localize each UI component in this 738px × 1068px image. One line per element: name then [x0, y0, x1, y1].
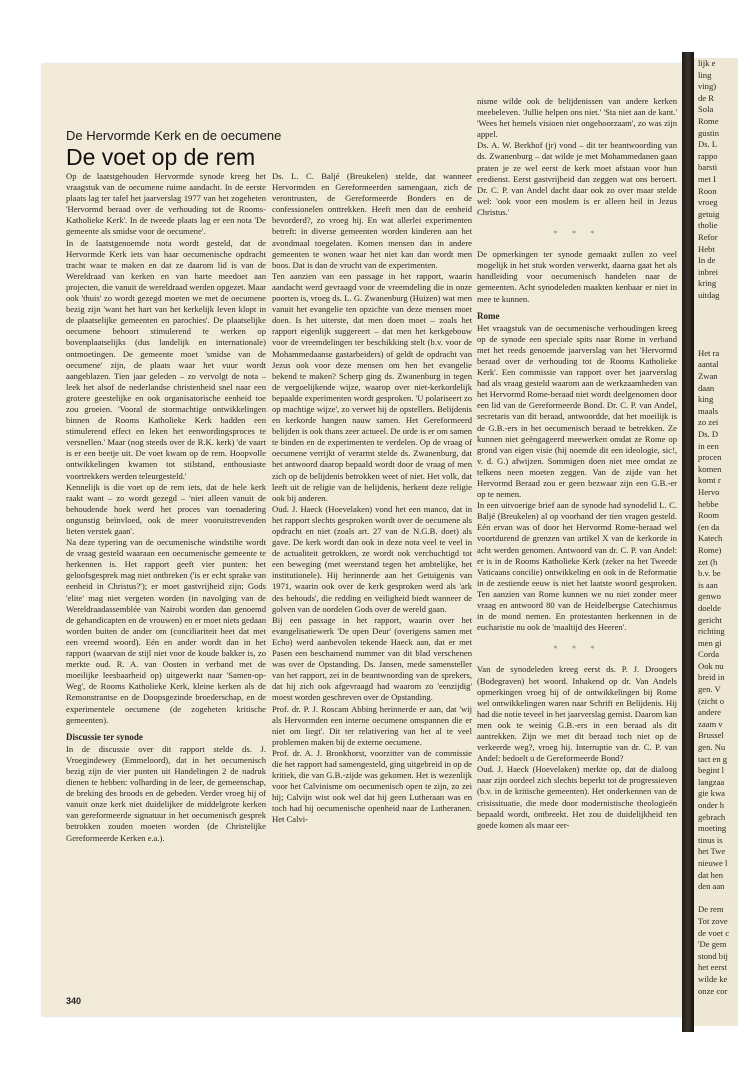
facing-page-line: den aan	[698, 881, 725, 892]
page-number: 340	[66, 996, 82, 1006]
facing-page-line: Ds. D	[698, 429, 719, 439]
facing-page-line: begint l	[698, 765, 725, 776]
facing-page-line: vroeg	[698, 197, 718, 208]
subheading-discussie: Discussie ter synode	[66, 731, 143, 742]
facing-page-fragment	[694, 58, 738, 1026]
paragraph: Van de synodeleden kreeg eerst ds. P. J. Droogers (Bodegraven) het woord. Inhakend op dr. Van Andels opmerkingen vroeg hij of de ontwikkelingen bij Rome wel ontwikkelingen waren naar Schrift en Belijdenis. Hij had die notie teveel in het jaarverslag gemist. Daarom kan men ook te weinig G.B.-ers in een beraad als dit aantrekken. Zijn we met dit beraad toch niet op de verkeerde weg?, vroeg hij. Interruptie van dr. C. P. van Andel: bedoelt u de Gereformeerde Bond?	[477, 664, 677, 764]
facing-page-line: zaam v	[698, 718, 723, 729]
facing-page-line: in een	[698, 440, 719, 451]
facing-page-line: Sola	[698, 104, 714, 115]
paragraph: In een uitvoerige brief aan de synode had synodelid L. C. Baljé (Breukelen) al op voorhand der tien vragen gesteld. Eén ervan was of door het Hervormd Rome-beraad wel voortdurend de grenzen van artikel X van de kerkorde in acht werden genomen. Antwoord van dr. C. P. van Andel: er is in de Rooms Katholieke Kerk (zeker na het Tweede Vaticaans concilie) ontwikkeling en ook in de Reformatie in de zestiende eeuw is niet het laatste woord gesproken. Ten aanzien van Rome kunnen we nu niet zonder meer vraag en antwoord 80 van de Heidelbergse Catechismus in de mond nemen. En protestanten herkennen in de eucharistie nu ook de 'maaltijd des Heeren'.	[477, 500, 677, 633]
paragraph: Oud. J. Haeck (Hoevelaken) vond het een manco, dat in het rapport slechts gesproken wordt over de oecumene als opdracht en niet (zoals art. 27 van de N.G.B. doet) als gave. De kerk wordt dan ook in deze nota veel te veel in de actualiteit getrokken, ze wordt ook verchuchtigd tot een beweging (met weerstand tegen het ambtelijke, het institutionele). Hij herinnerde aan het Getuigenis van 1971, waarin ook over de kerk gesproken werd als 'ark des behouds', die redding en veiligheid biedt wanneer de golven van de oordelen Gods over de wereld gaan.	[272, 503, 472, 614]
facing-page-line: Zwan	[698, 371, 718, 382]
column-3	[477, 96, 677, 831]
paragraph: Oud. J. Haeck (Hoevelaken) merkte op, dat de dialoog naar zijn oordeel zich slechts beperkt tot de progressieven (b.v. in de kritische gemeenten). Het onderkennen van de crisissituatie, die mede door modernistische theologieën bepaald wordt, ontbreekt. Het zou de duidelijkheid ten goede komen als maar eer-	[477, 764, 677, 830]
facing-page-line: moeting	[698, 823, 727, 834]
facing-page-line: zo zei	[698, 417, 719, 428]
facing-page-line: In de	[698, 255, 716, 266]
facing-page-line	[694, 893, 738, 905]
paragraph: Ds. A. W. Berkhof (jr) vond – dit ter beantwoording van ds. Zwanenburg – dat wilde je met Mohammedanen gaan praten je ze wel eerst de kerk moet afstaan voor hun eredienst. Eerst gastvrijheid dan zeggen wat ons beroert. Dr. C. P. van Andel dacht daar ook zo over maar stelde wel: 'ook voor een moslem is er alleen heil in Jezus Christus.'	[477, 140, 677, 217]
section-separator: * * *	[553, 643, 601, 654]
paragraph: Het vraagstuk van de oecumenische verhoudingen kreeg op de synode een speciale spits naar Rome in verband met het reeds genoemde jaarverslag van het 'Hervormd beraad over de verhouding tot de Rooms Katholieke Kerk'. Een commissie van rapport over het jaarverslag had als vraag gesteld waarom aan de werkzaamheden van het Hervormd Rome-beraad niet wordt deelgenomen door een lid van de Gereformeerde Bond. Dr. C. P. van Andel, secretaris van dit beraad, antwoordde, dat het moeilijk is de G.B.-ers in het oecumenisch beraad te betrekken. Ze kunnen niet geëngageerd meewerken omdat ze Rome op grond van eigen visie (hij noemde dit een ideologie, sic!, v. d. G.) afwijzen. Sommigen doen niet mee omdat ze telkens neen moeten zeggen. Van de zijde van het Hervormd Beraad zou er geen bezwaar zijn een G.B.-er op te nemen.	[477, 322, 677, 500]
facing-page-line: Rome	[698, 115, 719, 126]
facing-page-line: gustin	[698, 127, 720, 138]
facing-page-line	[694, 301, 738, 313]
facing-page-line: de voet c	[698, 927, 730, 938]
facing-page-line: maals	[698, 405, 719, 416]
paragraph: Ds. L. C. Baljé (Breukelen) stelde, dat wanneer Hervormden en Gereformeerden samengaan, zich de verontrusten, de Gereformeerde Bonders en de confessionelen onttrekken. Heeft men dan de eenheid bevorderd?, zo vroeg hij. En wat allerlei experimenten betreft: in diverse gemeenten worden kinderen aan het avondmaal toegelaten. Komen mensen dan in andere gemeenten te wonen waar het niet kan dan wordt men boos. Dat is dan de vrucht van de experimenten.	[272, 171, 472, 270]
facing-page-line: lijk e	[698, 58, 716, 68]
facing-page-line: uitdag	[698, 289, 720, 300]
facing-page-line: procen	[698, 452, 722, 463]
facing-page-line: Ds. L	[698, 139, 718, 150]
facing-page-line: tact en g	[698, 753, 728, 764]
facing-page-line: gen. Nu	[698, 742, 726, 753]
section-heading: De Hervormde Kerk en de oecumene	[66, 128, 282, 143]
facing-page-line: gebrach	[698, 811, 726, 822]
facing-page-line: gie kwa	[698, 788, 725, 799]
facing-page-line: Tot zove	[698, 915, 728, 926]
facing-page-line: Katech	[698, 533, 723, 544]
facing-page-line: is aan	[698, 579, 718, 590]
facing-page-line: komen	[698, 463, 722, 474]
paragraph: Na deze typering van de oecumenische windstilte wordt de vraag gesteld waaraan een oecumenische gemeente te herkennen is. Het rapport geeft vier punten: het geloofsgesprek mag niet ontbreken ('is er echt sprake van eenheid in Christus?'); er moet gastvrijheid zijn; Gods 'elite' mag niet vergeten worden (in navolging van de Wereldraadassemblée van Nairobi worden dan genoemd de gehandicapten en de vrouwen) en er moet niets gedaan worden buiten de ander om (conciliariteit heet dat met een vreemd woord). Eén en ander wordt dan in het rapport (waarvan de stijl niet voor de koude bakker is, zo merkte oud. R. A. van Oosten in verband met de moeilijke leesbaarheid op) uitgewerkt naar 'Samen-op-Weg', de Rooms Katholieke Kerk, kleine kerken als de Remonstrantse en de Doopsgezinde broederschap, en de experimentele oecumene (de zogeheten kritische gemeenten).	[66, 537, 266, 725]
facing-page-line: Hebt	[698, 243, 715, 254]
facing-page-line	[694, 313, 738, 325]
facing-page-line: Roon	[698, 185, 717, 196]
facing-page-line: Brussel	[698, 730, 724, 741]
facing-page-line: ling	[698, 69, 712, 80]
facing-page-line: komt r	[698, 475, 721, 486]
facing-page-line: ving)	[698, 81, 717, 92]
facing-page-line: zet (h	[698, 556, 718, 567]
facing-page-line: breid in	[698, 672, 725, 683]
facing-page-line: doelde	[698, 602, 721, 613]
facing-page-line: getuig	[698, 208, 720, 219]
facing-page-line: dat hen	[698, 869, 724, 880]
facing-page-line: b.v. be	[698, 568, 721, 579]
facing-page-line: aantal	[698, 359, 719, 370]
facing-page-line: stond bij	[698, 950, 728, 961]
facing-page-line: wilde ke	[698, 973, 728, 984]
paragraph: Prof. dr. A. J. Bronkhorst, voorzitter van de commissie die het rapport had samengesteld, ging uitgebreid in op de kritiek, die van G.B.-zijde was gekomen. Het is wezenlijk voor het Calvinisme om oecumenisch open te zijn, zo zei hij; Calvijn wist ook wel dat hij geen Lutheraan was en toch had hij oecumenische openheid naar de Lutheranen. Het Calvi-	[272, 747, 472, 825]
facing-page-line: Rome)	[698, 544, 722, 555]
facing-page-line	[694, 325, 738, 337]
facing-page-line: king	[698, 394, 714, 405]
paragraph: Ten aanzien van een passage in het rapport, waarin aandacht werd gevraagd voor de vreemdeling die in onze poorten is, vroeg ds. L. G. Zwanenburg (Huizen) wat men vanuit het evangelie ten opzichte van deze mensen moet doen. Is het uiterste, dat men doen moet – zoals het rapport eigenlijk suggereert – dat men het kerkgebouw voor de vreemdelingen ter beschikking stelt (b.v. voor de Mohammedaanse gastarbeiders) of geldt de opdracht van Jezus ook voor deze mensen om hen het evangelie bekend te maken? Scherp ging ds. Zwanenburg in tegen de vergoelijkende wijze, waarop over niet-kerkordelijk bepaalde experimenten wordt gesproken. 'U polariseert zo op machtige wijze', zo verwet hij de opstellers. Belijdenis en kerkorde hangen nauw samen. Het Gereformeerd belijden is ook thans zeer actueel. De orde is er om samen te binden en de experimenten te verdelen. Op de vraag of oecumene verrijkt of verarmt stelde ds. Zwanenburg, dat het antwoord daarop bepaald wordt door de vraag of men zich op de belijdenis betrokken weet of niet. Het volk, dat leeft uit de religie van de belijdenis, herkent deze religie ook bij anderen.	[272, 270, 472, 503]
facing-page-line: daan	[698, 382, 715, 393]
facing-page-line: De rem	[698, 904, 724, 915]
facing-page-line: onder h	[698, 800, 725, 810]
facing-page-line: inbrei	[698, 266, 719, 277]
paragraph: nisme wilde ook de belijdenissen van andere kerken meebeleven. 'Jullie helpen ons niet.' 'Sta niet aan de kant.' 'Wees het hemels visioen niet ongehoorzaam', zo was zijn appel.	[477, 96, 677, 140]
column-1	[66, 171, 266, 844]
paragraph: Prof. dr. P. J. Roscam Abbing herinnerde er aan, dat 'wij als Hervormden een interne oecumene omspannen die er niet om liegt'. Dit ter relativering van het al te veel problemen maken bij de externe oecumene.	[272, 703, 472, 747]
facing-page-line: Hervo	[698, 486, 720, 497]
facing-page-line: onze cor	[698, 985, 728, 996]
facing-page-line: (en da	[698, 521, 720, 532]
facing-page-line: gericht	[698, 614, 722, 625]
facing-page-line: genwo	[698, 591, 721, 602]
paragraph: Kennelijk is die voet op de rem iets, dat de hele kerk raakt want – zo wordt gezegd – 'niet alleen vanuit de behoudende hoek werd het proces van toenadering ongunstig beïnvloed, ook de meer vooruitstrevenden lieten verstek gaan'.	[66, 481, 266, 536]
article-title: De voet op de rem	[66, 144, 256, 170]
book-gutter	[682, 52, 694, 1032]
facing-page-line: Room	[698, 510, 720, 521]
facing-page-line: langzaa	[698, 776, 725, 787]
facing-page-line: het Twe	[698, 846, 726, 857]
paragraph: In de discussie over dit rapport stelde ds. J. Vroegindewey (Emmeloord), dat in het oecumenisch bezig zijn de vier punten uit Handelingen 2 de nadruk dienen te hebben: volharding in de leer, de gemeenschap, de breking des broods en de gebeden. Verder vroeg hij of vanuit onze kerk niet duidelijker de middelgrote kerken van gereformeerde signatuur in het oecumenisch gesprek betrokken zouden moeten worden (de Christelijke Gereformeerde Kerken e.a.).	[66, 743, 266, 843]
facing-page-line: men gi	[698, 637, 722, 648]
facing-page-line: kring	[698, 278, 717, 289]
paragraph: De opmerkingen ter synode gemaakt zullen zo veel mogelijk in het stuk worden verwerkt, daarna gaat het als handleiding voor oecumenisch handelen naar de gemeenten. Acht synodeleden maakten kenbaar er niet in mee te kunnen.	[477, 249, 677, 304]
facing-page-line: gen. V	[698, 684, 721, 695]
facing-page-line: barsti	[698, 162, 718, 173]
facing-page-line: tholie	[698, 220, 718, 231]
facing-page-line: tinus is	[698, 834, 723, 845]
facing-page-line: met I	[698, 173, 716, 184]
facing-page-line: hebbe	[698, 498, 719, 509]
facing-page-line: andere	[698, 707, 721, 718]
paragraph: Bij een passage in het rapport, waarin over het evangelisatiewerk 'De open Deur' (overigens samen met Echo) werd aanbevolen tekende Haeck aan, dat er met Pasen een beschamend nummer van dit blad verschenen was over de Opstanding. Ds. Jansen, mede samensteller van het rapport, zei in de beantwoording van de sprekers, dat hij zich ook afgevraagd had waarom zo 'eenzijdig' moest worden geschreven over de Opstanding.	[272, 614, 472, 703]
facing-page-line: Corda	[698, 649, 720, 660]
facing-page-line	[694, 336, 738, 348]
section-separator: * * *	[553, 228, 601, 239]
paragraph: Op de laatstgehouden Hervormde synode kreeg het vraagstuk van de oecumene ruime aandacht. In de eerste plaats lag ter tafel het jaarverslag 1977 van het zogeheten 'Hervormd beraad over de verhouding tot de Rooms-Katholieke Kerk'. In de tweede plaats lag er een nota 'De gemeente als smidse voor de oecumene'.	[66, 171, 266, 237]
facing-page-line: Het ra	[698, 347, 720, 358]
facing-page-line: nieuwe l	[698, 857, 728, 868]
facing-page-line: 'De gem	[698, 939, 727, 950]
facing-page-line: richting	[698, 626, 725, 637]
facing-page-line: rappo	[698, 150, 718, 161]
column-2	[272, 171, 472, 826]
facing-page-line: (zicht o	[698, 695, 725, 706]
facing-page-line: het eerst	[698, 962, 727, 973]
paragraph: In de laatstgenoemde nota wordt gesteld, dat de Hervormde Kerk iets van haar oecumenische opdracht tracht waar te maken en dat ze daarom lid is van de Wereldraad van kerken en van harte meedoet aan projecten, die vanuit de wereldraad werden opgezet. Maar ook 'thuis' zo wordt gezegd moeten we met de oecumene bezig zijn 'want het hart van het kerkelijk leven klopt in de plaatselijke gemeenten en parochies'. De plaatselijke oecumene behoort stimulerend te werken op bovenplaatselijks (dus landelijk en internationale) ontmoetingen. De gemeente moet 'smidse van de oecumene' zijn, de plaats waar het vuur wordt aangeblazen. Tien jaar geleden – zo vervolgt de nota – leek het alsof de nederlandse christenheid snel naar een grotere geestelijke en ook organisatorische eenheid toe zou groeien. 'Vooral de stormachtige ontwikkelingen binnen de Rooms Katholieke Kerk hadden een stimulerend effect en leken het eenwordingsproces te versnellen.' Maar (nog steeds over de R.K. kerk) 'de vaart is er een beetje uit. De voet kwam op de rem. Hoopvolle ontwikkelingen kwamen tot stilstand, enthousiaste voortrekkers werden teleurgesteld.'	[66, 237, 266, 481]
facing-page-line: Ook nu	[698, 660, 724, 671]
facing-page-line: de R	[698, 92, 714, 103]
subheading-rome: Rome	[477, 310, 500, 321]
facing-page-line: Refor	[698, 231, 718, 242]
